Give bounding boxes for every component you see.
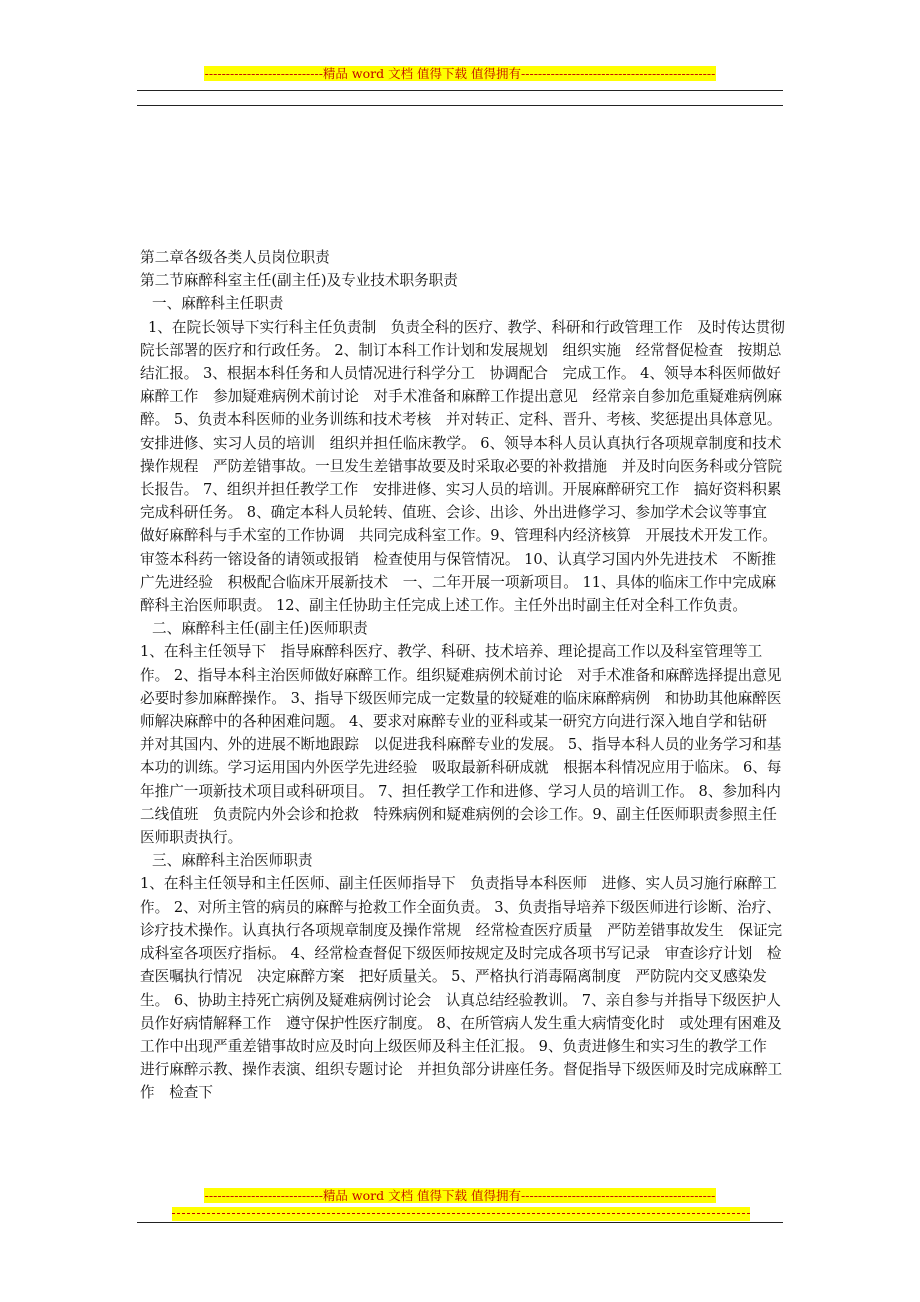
header-banner-text: ----------------------------精品 word 文档 值得下载 值得拥有---------------------------------------------- xyxy=(204,66,716,81)
subsection-heading-1: 一、麻醉科主任职责 xyxy=(152,295,284,313)
subsection-heading-3: 三、麻醉科主治医师职责 xyxy=(152,852,313,870)
chapter-title: 第二章各级各类人员岗位职责 xyxy=(140,249,330,266)
header-rule xyxy=(137,90,783,91)
document-body xyxy=(140,246,797,1105)
footer-dashed-strip xyxy=(172,1207,750,1221)
section-title: 第二节麻醉科室主任(副主任)及专业技术职务职责 xyxy=(140,272,458,290)
footer-rule xyxy=(137,1222,783,1223)
header-rule-secondary xyxy=(137,105,783,106)
subsection-heading-2: 二、麻醉科主任(副主任)医师职责 xyxy=(152,620,368,638)
footer-dash-line xyxy=(172,1213,750,1214)
subsection-body-1: 1、在院长领导下实行科主任负责制 负责全科的医疗、教学、科研和行政管理工作 及时传达贯彻院长部署的医疗和行政任务。 2、制订本科工作计划和发展规划 组织实施 经常督促检查 按期总结汇报。 3、根据本科任务和人员情况进行科学分工 协调配合 完成工作。 4、领导本科医师做好麻醉工作 参加疑难病例术前讨论 对手术准备和麻醉工作提出意见 经常亲自参加危重疑难病例麻醉。 5、负责本科医师的业务训练和技术考核 并对转正、定科、晋升、考核、奖惩提出具体意见。安排进修、实习人员的培训 组织并担任临床教学。 6、领导本科人员认真执行各项规章制度和技术操作规程 严防差错事故。一旦发生差错事故要及时采取必要的补救措施 并及时向医务科或分管院长报告。 7、组织并担任教学工作 安排进修、实习人员的培训。开展麻醉研究工作 搞好资料积累 完成科研任务。 8、确定本科人员轮转、值班、会诊、出诊、外出进修学习、参加学术会议等事宜 做好麻醉科与手术室的工作协调 共同完成科室工作。9、管理科内经济核算 开展技术开发工作。审签本科药一镕设备的请领或报销 检查使用与保管情况。 10、认真学习国内外先进技术 不断推广先进经验 积极配合临床开展新技术 一、二年开展一项新项目。 11、具体的临床工作中完成麻醉科主治医师职责。 12、副主任协助主任完成上述工作。主任外出时副主任对全科工作负责。 xyxy=(140,318,797,615)
subsection-body-3: 1、在科主任领导和主任医师、副主任医师指导下 负责指导本科医师 进修、实人员习施行麻醉工作。 2、对所主管的病员的麻醉与抢救工作全面负责。 3、负责指导培养下级医师进行诊断、治疗、诊疗技术操作。认真执行各项规章制度及操作常规 经常检查医疗质量 严防差错事故发生 保证完成科室各项医疗指标。 4、经常检查督促下级医师按规定及时完成各项书写记录 审查诊疗计划 检查医嘱执行情况 决定麻醉方案 把好质量关。 5、严格执行消毒隔离制度 严防院内交叉感染发生。 6、协助主持死亡病例及疑难病例讨论会 认真总结经验教训。 7、亲自参与并指导下级医护人员作好病情解释工作 遵守保护性医疗制度。 8、在所管病人发生重大病情变化时 或处理有困难及工作中出现严重差错事故时应及时向上级医师及科主任汇报。 9、负责进修生和实习生的教学工作 进行麻醉示教、操作表演、组织专题讨论 并担负部分讲座任务。督促指导下级医师及时完成麻醉工作 检查下 xyxy=(140,875,783,1102)
footer-banner-text: ----------------------------精品 word 文档 值得下载 值得拥有---------------------------------------------- xyxy=(204,1188,716,1203)
subsection-body-2: 1、在科主任领导下 指导麻醉科医疗、教学、科研、技术培养、理论提高工作以及科室管理等工作。 2、指导本科主治医师做好麻醉工作。组织疑难病例术前讨论 对手术准备和麻醉选择提出意见 必要时参加麻醉操作。 3、指导下级医师完成一定数量的较疑难的临床麻醉病例 和协助其他麻醉医师解决麻醉中的各种困难问题。 4、要求对麻醉专业的亚科或某一研究方向进行深入地自学和钻研 并对其国内、外的进展不断地跟踪 以促进我科麻醉专业的发展。 5、指导本科人员的业务学习和基本功的训练。学习运用国内外医学先进经验 吸取最新科研成就 根据本科情况应用于临床。 6、每年推广一项新技术项目或科研项目。 7、担任教学工作和进修、学习人员的培训工作。 8、参加科内二线值班 负责院内外会诊和抢救 特殊病例和疑难病例的会诊工作。9、副主任医师职责参照主任医师职责执行。 xyxy=(140,643,797,847)
header-banner xyxy=(0,66,920,82)
footer-banner xyxy=(0,1188,920,1204)
